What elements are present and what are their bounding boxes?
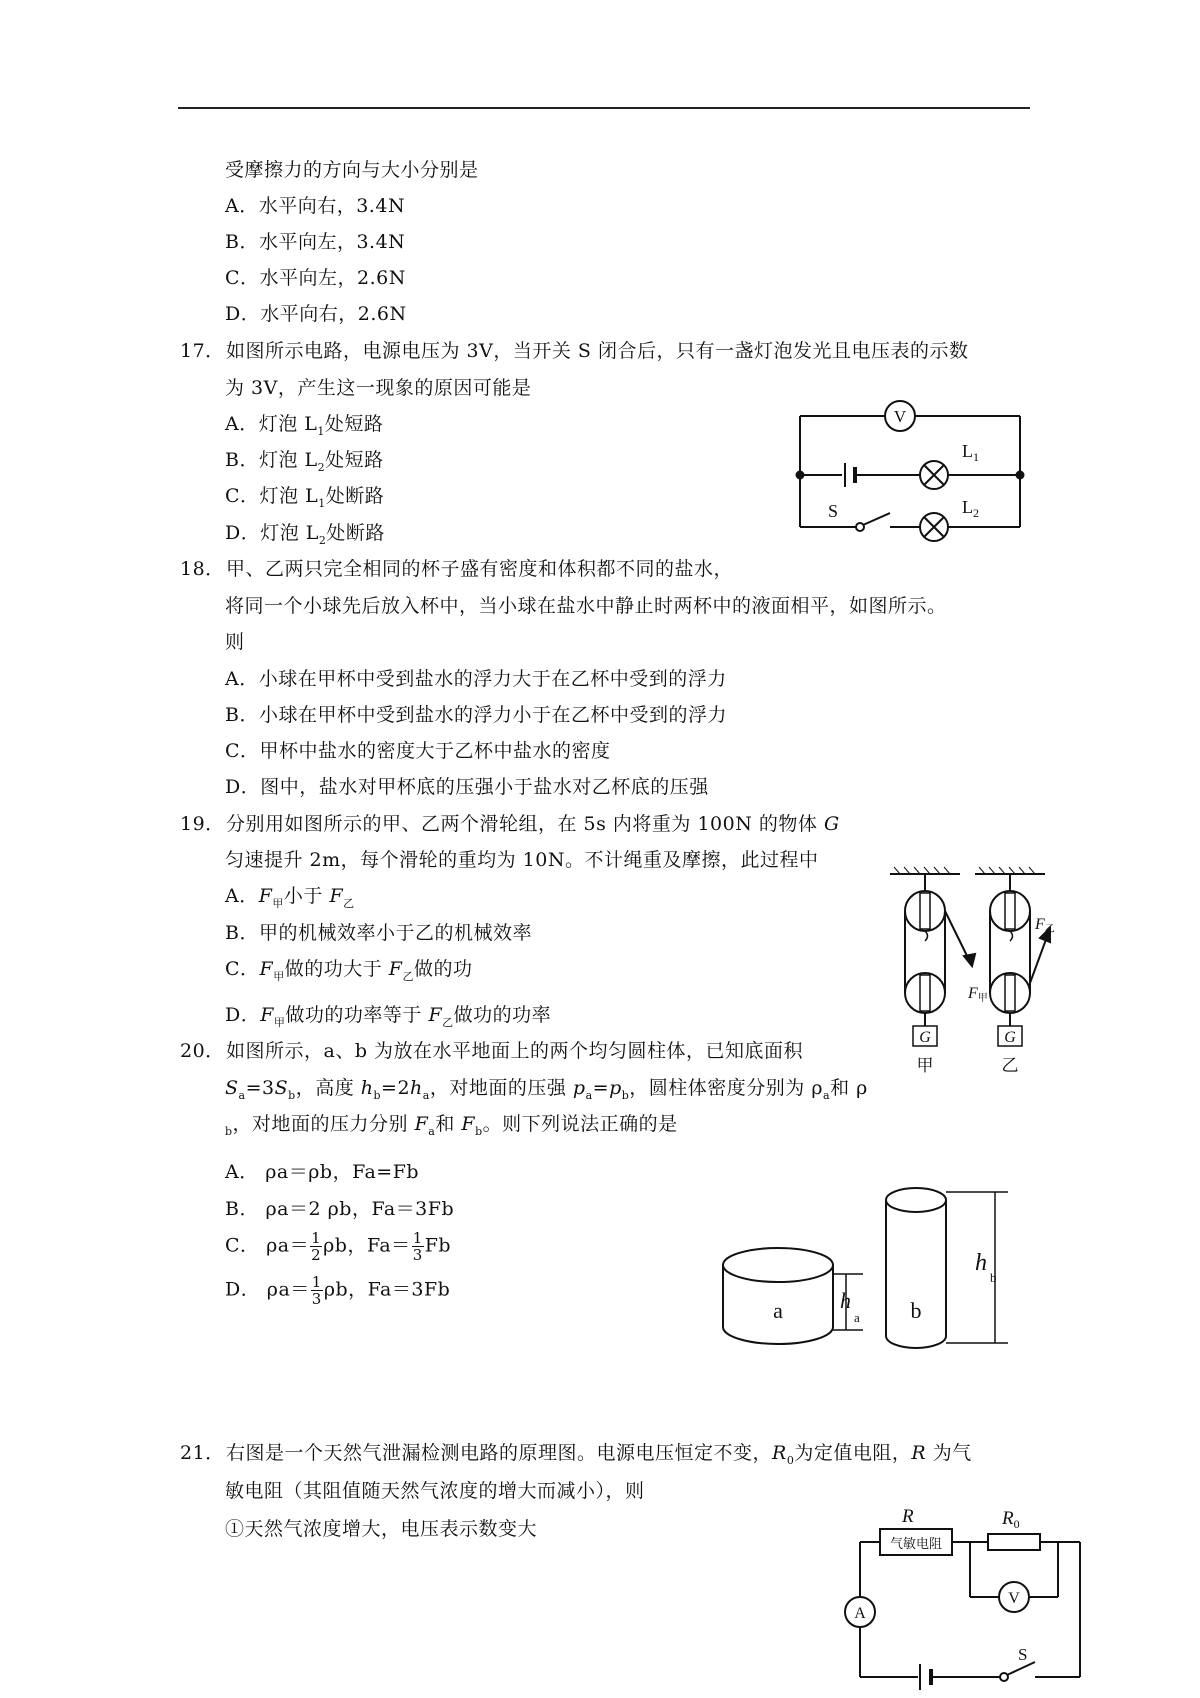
q17-stem-line2: 为 3V，产生这一现象的原因可能是: [225, 377, 532, 399]
q21-stem-line2: 敏电阻（其阻值随天然气浓度的增大而减小），则: [225, 1480, 645, 1502]
svg-text:A: A: [854, 1605, 866, 1622]
q21-circuit-figure: [840, 1502, 1090, 1696]
svg-text:甲: 甲: [916, 1056, 934, 1075]
fixed-pulley-right-icon: [990, 891, 1030, 931]
svg-text:b: b: [910, 1298, 922, 1323]
q18-option-d: D．图中，盐水对甲杯底的压强小于盐水对乙杯底的压强: [225, 776, 709, 798]
q19-pulley-figure: [880, 866, 1060, 1090]
svg-text:乙: 乙: [1001, 1056, 1019, 1075]
q19-stem-line1: 19．分别用如图所示的甲、乙两个滑轮组，在 5s 内将重为 100N 的物体 G: [180, 813, 840, 835]
svg-text:h: h: [840, 1288, 851, 1313]
q21-stem-line1: 21．右图是一个天然气泄漏检测电路的原理图。电源电压恒定不变，$R_0$为定值电阻，R 为气: [180, 1442, 972, 1467]
q19-option-b: B．甲的机械效率小于乙的机械效率: [225, 922, 532, 944]
q18-stem-line3: 则: [225, 631, 245, 653]
svg-text:a: a: [773, 1298, 783, 1323]
q17-number: 17．: [180, 340, 225, 362]
q16-option-b: B．水平向左，3.4N: [225, 231, 406, 253]
q20-option-a: A． ρa＝ρb，Fa=Fb: [225, 1161, 420, 1183]
svg-text:R0: $R_0$: [1002, 1508, 1020, 1531]
fixed-resistor-icon: [988, 1534, 1040, 1550]
q20-option-c: C． ρa＝ $\frac{1}{2}$ ρb，Fa＝ $\frac{1}{3}$ Fb: [225, 1229, 452, 1264]
q18-option-b: B．小球在甲杯中受到盐水的浮力小于在乙杯中受到的浮力: [225, 704, 727, 726]
q20-option-b: B． ρa＝2 ρb，Fa＝3Fb: [225, 1198, 455, 1220]
svg-text:气敏电阻: 气敏电阻: [889, 1536, 943, 1551]
q19-option-c: C．$F_甲$做的功大于 $F_乙$做的功: [225, 958, 473, 983]
q18-option-c: C．甲杯中盐水的密度大于乙杯中盐水的密度: [225, 740, 611, 762]
cylinder-a-icon: [723, 1248, 833, 1282]
cylinder-b-icon: [886, 1188, 946, 1212]
svg-text:h: h: [975, 1250, 987, 1276]
svg-text:L1: $L_1$: [962, 441, 979, 464]
q17-option-d: D．灯泡 $L_2$处断路: [225, 522, 385, 547]
q18-number: 18．: [180, 558, 225, 580]
q20-cylinders-figure: [718, 1180, 1028, 1359]
q16-option-d: D．水平向右，2.6N: [225, 303, 407, 325]
movable-pulley-left-icon: [905, 973, 945, 1013]
svg-text:F甲: F甲: [968, 985, 988, 1004]
svg-text:b: b: [990, 1270, 997, 1285]
q21-item-1: ①天然气浓度增大，电压表示数变大: [225, 1518, 538, 1540]
q17-option-c: C．灯泡 $L_1$处断路: [225, 485, 385, 510]
q20-stem-line1: 20．如图所示，a、b 为放在水平地面上的两个均匀圆柱体，已知底面积: [180, 1040, 804, 1062]
q18-stem-line1: 18．甲、乙两只完全相同的杯子盛有密度和体积都不同的盐水，: [180, 558, 734, 580]
q20-number: 20．: [180, 1040, 225, 1062]
svg-text:S: S: [828, 501, 839, 521]
q16-stem-continued: 受摩擦力的方向与大小分别是: [225, 159, 479, 181]
q19-option-a: A．$F_甲$小于 $F_乙$: [225, 885, 355, 910]
svg-text:G: G: [919, 1029, 931, 1046]
movable-pulley-right-icon: [990, 973, 1030, 1013]
q21-number: 21．: [180, 1442, 225, 1464]
svg-text:S: S: [1018, 1645, 1028, 1664]
svg-text:R: R: [902, 1506, 914, 1527]
svg-text:V: V: [1008, 1590, 1020, 1607]
q19-stem-line2: 匀速提升 2m，每个滑轮的重均为 10N。不计绳重及摩擦，此过程中: [225, 849, 819, 871]
q16-option-a: A．水平向右，3.4N: [225, 195, 406, 217]
fixed-pulley-left-icon: [905, 891, 945, 931]
q17-option-a: A．灯泡 $L_1$处短路: [225, 413, 384, 438]
svg-text:a: a: [854, 1310, 860, 1325]
q17-option-b: B．灯泡 $L_2$处短路: [225, 449, 384, 474]
q20-stem-line3: $_b$，对地面的压力分别 $F_a$和 $F_b$。则下列说法正确的是: [225, 1113, 678, 1138]
svg-text:L2: $L_2$: [962, 497, 979, 520]
q16-option-c: C．水平向左，2.6N: [225, 267, 406, 289]
q18-stem-line2: 将同一个小球先后放入杯中，当小球在盐水中静止时两杯中的液面相平，如图所示。: [225, 595, 947, 617]
q17-stem-text1: 如图所示电路，电源电压为 3V，当开关 S 闭合后，只有一盏灯泡发光且电压表的示数: [226, 340, 969, 362]
header-rule: [178, 107, 1030, 109]
svg-text:V: V: [893, 407, 907, 426]
svg-text:F乙: F乙: [1035, 916, 1055, 935]
q18-option-a: A．小球在甲杯中受到盐水的浮力大于在乙杯中受到的浮力: [225, 668, 727, 690]
q19-number: 19．: [180, 813, 225, 835]
q20-stem-line2: $S_a=3S_b$，高度 $h_b=2h_a$，对地面的压强 $p_a=p_b$，圆柱体密度分别为 $\rho_a$和 ρ: [225, 1077, 868, 1102]
q19-option-d: D．$F_甲$做功的功率等于 $F_乙$做功的功率: [225, 1004, 552, 1029]
q20-option-d: D． ρa＝ $\frac{1}{3}$ ρb，Fa＝3Fb: [225, 1273, 451, 1308]
q17-stem-line1: [180, 339, 968, 363]
svg-text:G: G: [1004, 1029, 1016, 1046]
q17-circuit-figure: [770, 395, 1040, 549]
